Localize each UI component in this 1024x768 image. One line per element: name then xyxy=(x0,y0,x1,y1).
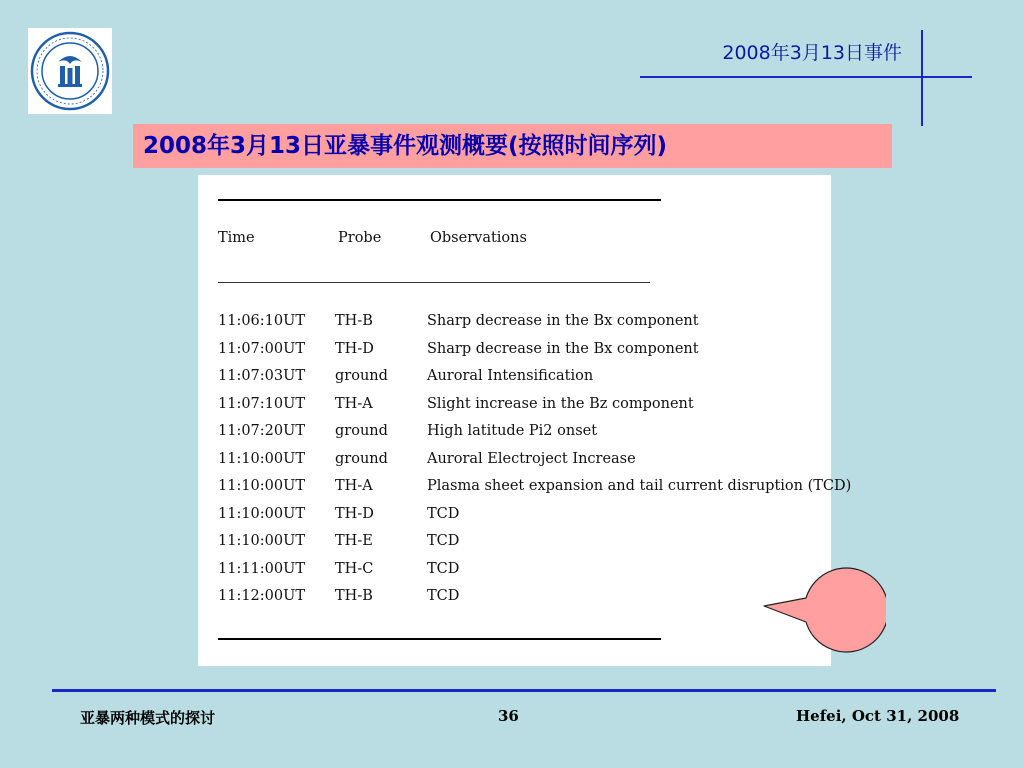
row-probe: TH-A xyxy=(335,395,373,412)
row-time: 11:10:00UT xyxy=(218,533,306,549)
university-logo xyxy=(28,28,112,114)
row-observation: Slight increase in the Bz component xyxy=(427,395,694,412)
row-time: 11:10:00UT xyxy=(218,450,306,467)
row-probe: TH-B xyxy=(335,588,373,604)
row-probe: ground xyxy=(335,450,388,467)
row-observation: Auroral Electroject Increase xyxy=(427,450,636,467)
row-observation: Sharp decrease in the Bx component xyxy=(427,340,699,357)
row-probe: TH-B xyxy=(335,313,373,329)
column-header-probe: Probe xyxy=(338,230,382,246)
row-time: 11:07:10UT xyxy=(218,395,306,412)
row-time: 11:10:00UT xyxy=(218,478,306,494)
slide-title: 2008年3月13日亚暴事件观测概要(按照时间序列) xyxy=(133,124,892,168)
row-time: 11:07:00UT xyxy=(218,340,306,357)
row-probe: TH-E xyxy=(335,533,373,549)
footer-date-location: Hefei, Oct 31, 2008 xyxy=(796,707,960,725)
row-time: 11:06:10UT xyxy=(218,313,306,329)
row-observation: TCD xyxy=(427,505,460,522)
callout-bubble xyxy=(762,562,886,654)
row-observation: TCD xyxy=(427,588,460,604)
observation-table xyxy=(198,175,852,666)
row-probe: TH-C xyxy=(335,560,374,577)
row-observation: High latitude Pi2 onset xyxy=(427,423,598,439)
row-observation: TCD xyxy=(427,560,460,577)
row-probe: ground xyxy=(335,423,388,439)
row-probe: TH-D xyxy=(335,505,374,522)
row-time: 11:11:00UT xyxy=(218,560,306,577)
column-header-observations: Observations xyxy=(430,230,527,246)
column-header-time: Time xyxy=(218,230,255,246)
page-number: 36 xyxy=(498,707,519,725)
row-probe: TH-D xyxy=(335,340,374,357)
header-divider-vertical xyxy=(921,30,923,126)
row-observation: Auroral Intensification xyxy=(427,368,594,384)
table-header-rule xyxy=(218,282,650,283)
row-probe: ground xyxy=(335,368,388,384)
row-observation: Sharp decrease in the Bx component xyxy=(427,313,699,329)
table-top-rule xyxy=(218,199,661,201)
university-seal-icon xyxy=(28,28,112,114)
footer-title: 亚暴两种模式的探讨 xyxy=(80,709,216,727)
row-time: 11:10:00UT xyxy=(218,505,306,522)
row-time: 11:07:20UT xyxy=(218,423,306,439)
row-observation: TCD xyxy=(427,533,460,549)
header-title: 2008年3月13日事件 xyxy=(722,42,902,64)
row-time: 11:07:03UT xyxy=(218,368,306,384)
row-time: 11:12:00UT xyxy=(218,588,306,604)
footer-divider xyxy=(52,689,996,692)
table-bottom-rule xyxy=(218,638,661,640)
row-probe: TH-A xyxy=(335,478,373,494)
row-observation: Plasma sheet expansion and tail current disruption (TCD) xyxy=(427,478,852,494)
